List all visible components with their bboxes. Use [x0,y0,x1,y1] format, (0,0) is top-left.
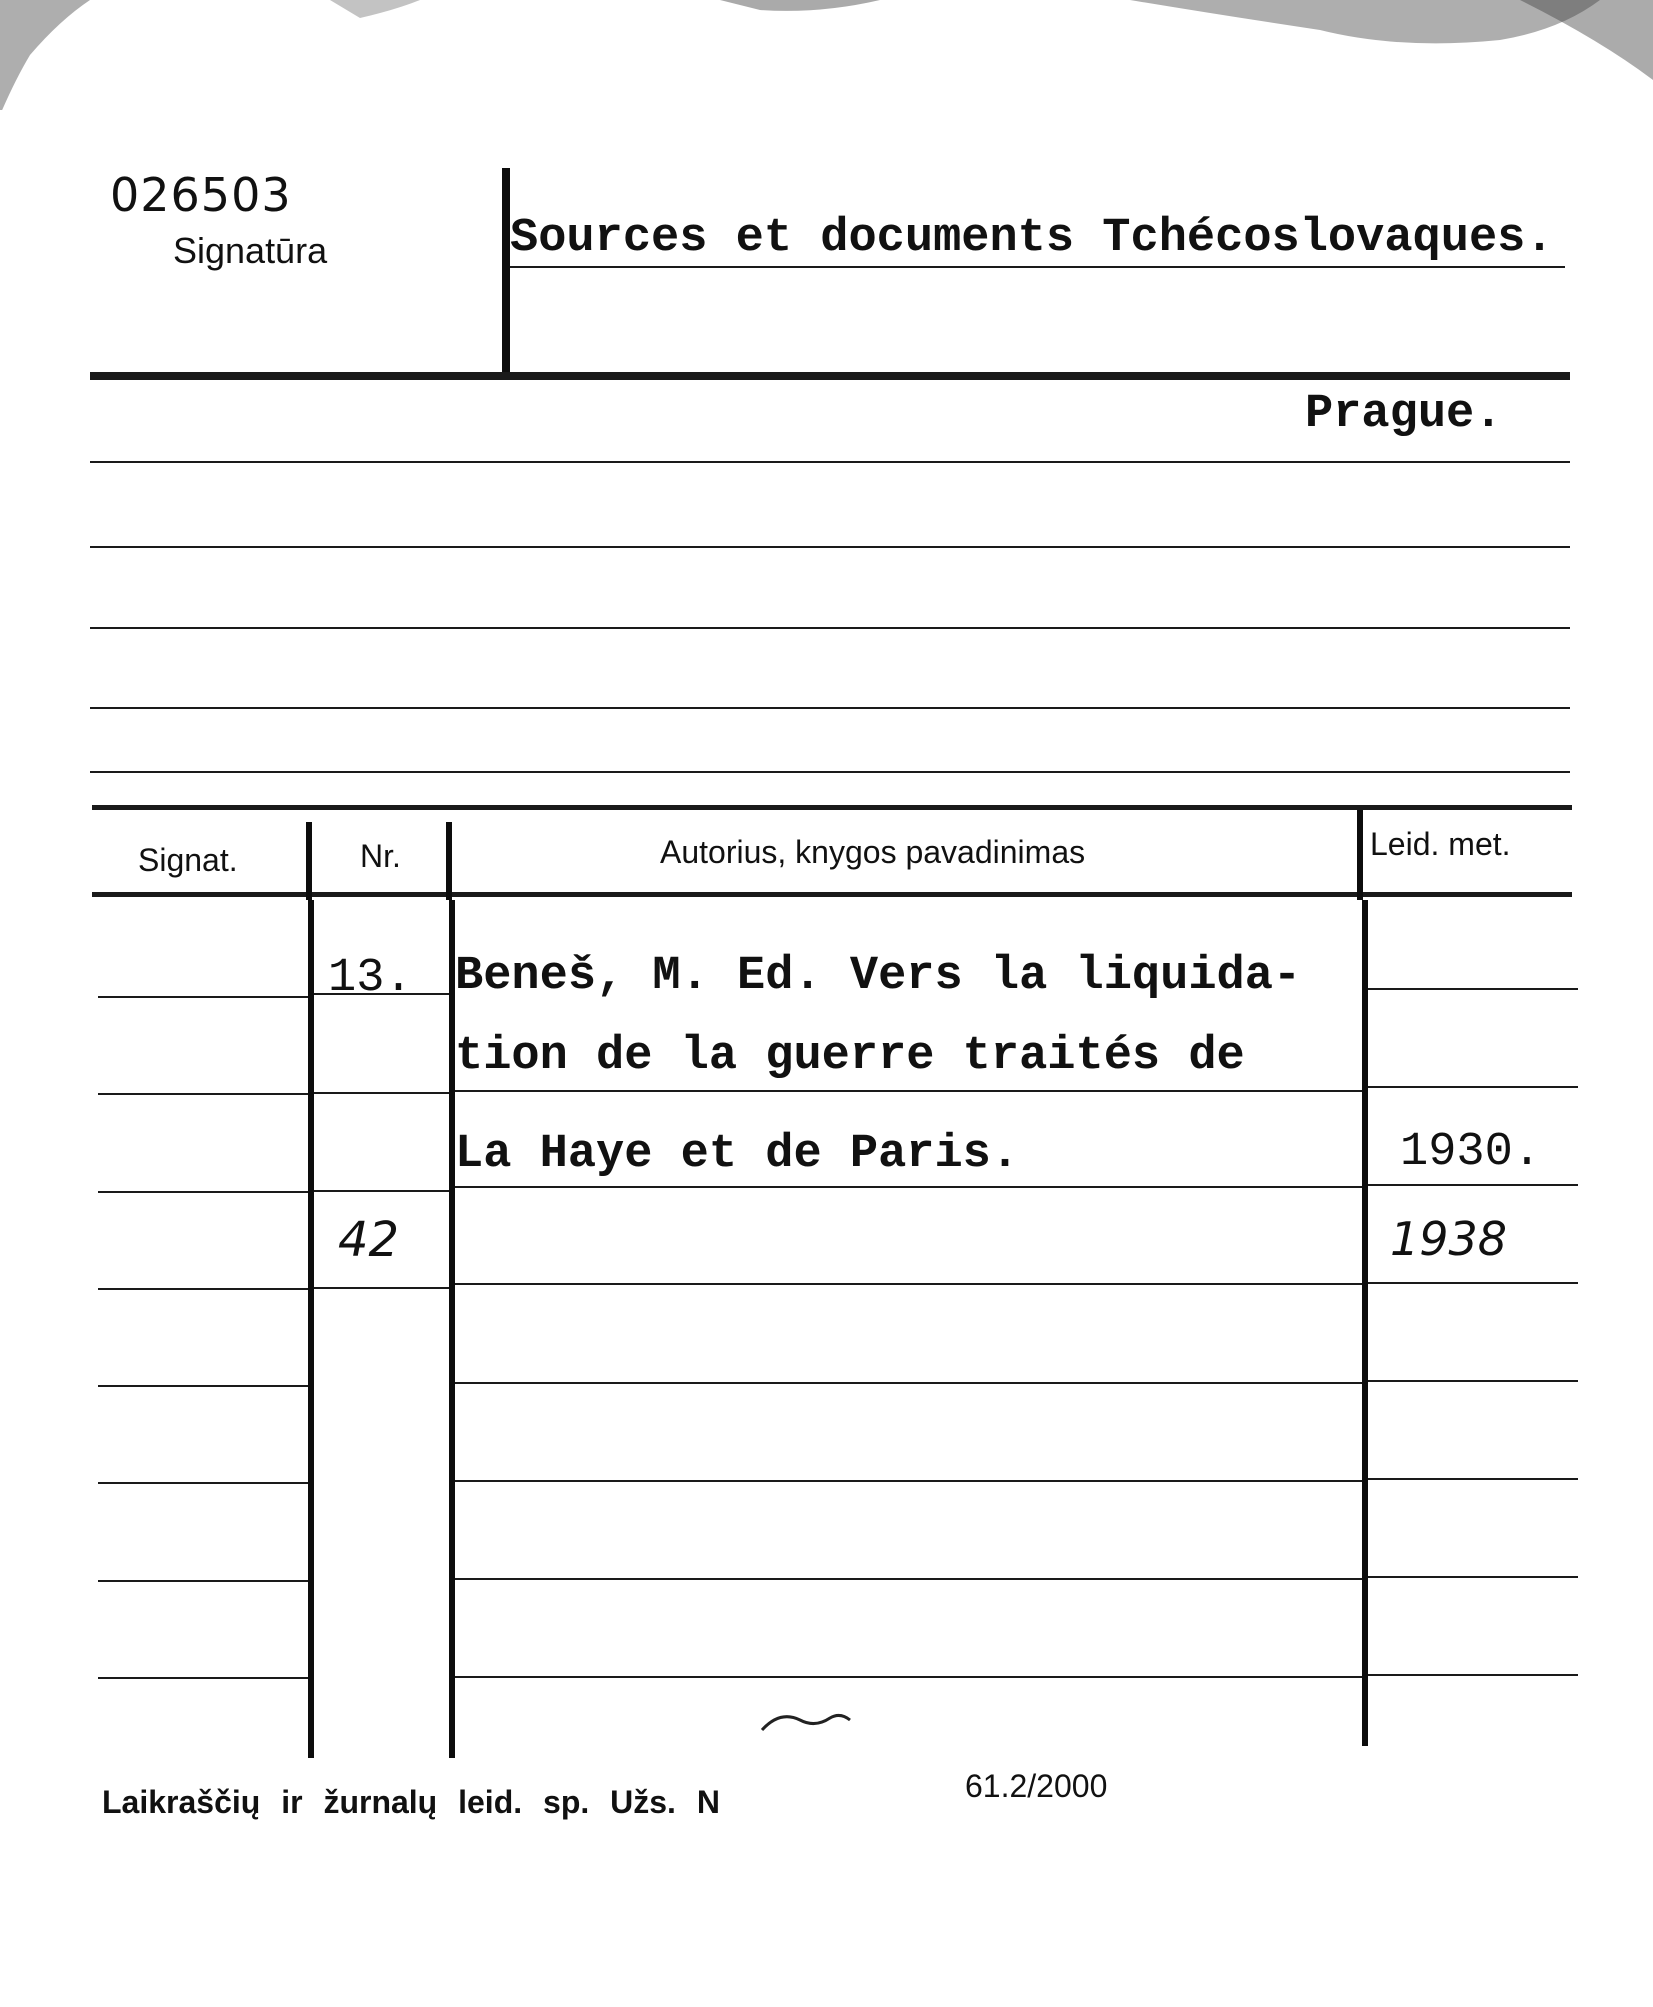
title-underline [510,266,1565,268]
row-rule [1368,1282,1578,1284]
row-rule [455,1090,1362,1092]
row-rule [1368,988,1578,990]
ruled-line [90,627,1570,629]
table-top-rule [92,805,1572,810]
ruled-line [90,771,1570,773]
row-rule [1368,1184,1578,1186]
order-number: 61.2/2000 [965,1768,1108,1804]
column-header-year: Leid. met. [1370,826,1511,862]
column-divider [1357,810,1363,900]
row-rule [314,1092,449,1094]
row-rule [455,1676,1362,1678]
table-header-rule [92,892,1572,897]
column-header-nr: Nr. [360,838,401,874]
column-divider [308,900,314,1758]
signatura-label: Signatūra [173,230,328,271]
row-rule [314,1190,449,1192]
column-header-signat: Signat. [138,842,238,878]
entry-number-handwritten: 42 [338,1212,400,1268]
entry-year: 1930. [1400,1126,1542,1179]
row-rule [98,1093,308,1095]
column-header-author-title: Autorius, knygos pavadinimas [660,834,1086,870]
row-rule [1368,1380,1578,1382]
row-rule [455,1283,1362,1285]
entry-number: 13. [328,952,413,1005]
column-divider [446,822,452,900]
row-rule [455,1480,1362,1482]
card-title: Sources et documents Tchécoslovaques. [510,212,1554,265]
row-rule [98,1191,308,1193]
row-rule [455,1578,1362,1580]
row-rule [98,1482,308,1484]
column-divider [1362,900,1368,1746]
row-rule [98,1288,308,1290]
printer-imprint: Laikraščių ir žurnalų leid. sp. Užs. N [102,1784,720,1820]
row-rule [98,1385,308,1387]
entry-line: La Haye et de Paris. [455,1128,1020,1181]
row-rule [98,1677,308,1679]
ruled-line [90,707,1570,709]
pen-scribble-decoration [760,1700,880,1740]
column-divider [306,822,312,900]
scan-smudge-decoration [0,0,1653,110]
column-divider [449,900,455,1758]
header-rule [90,372,1570,380]
row-rule [314,1287,449,1289]
row-rule [1368,1576,1578,1578]
row-rule [98,1580,308,1582]
ruled-line [90,461,1570,463]
row-rule [1368,1086,1578,1088]
entry-year-handwritten: 1938 [1390,1212,1508,1266]
row-rule [1368,1674,1578,1676]
entry-line: Beneš, M. Ed. Vers la liquida- [455,950,1302,1003]
row-rule [455,1382,1362,1384]
ruled-line [90,546,1570,548]
row-rule [98,996,308,998]
header-divider [502,168,510,375]
entry-line: tion de la guerre traités de [455,1030,1245,1083]
signatura-number: 026503 [110,168,292,222]
row-rule [455,1186,1362,1188]
place: Prague. [1305,388,1503,441]
row-rule [1368,1478,1578,1480]
